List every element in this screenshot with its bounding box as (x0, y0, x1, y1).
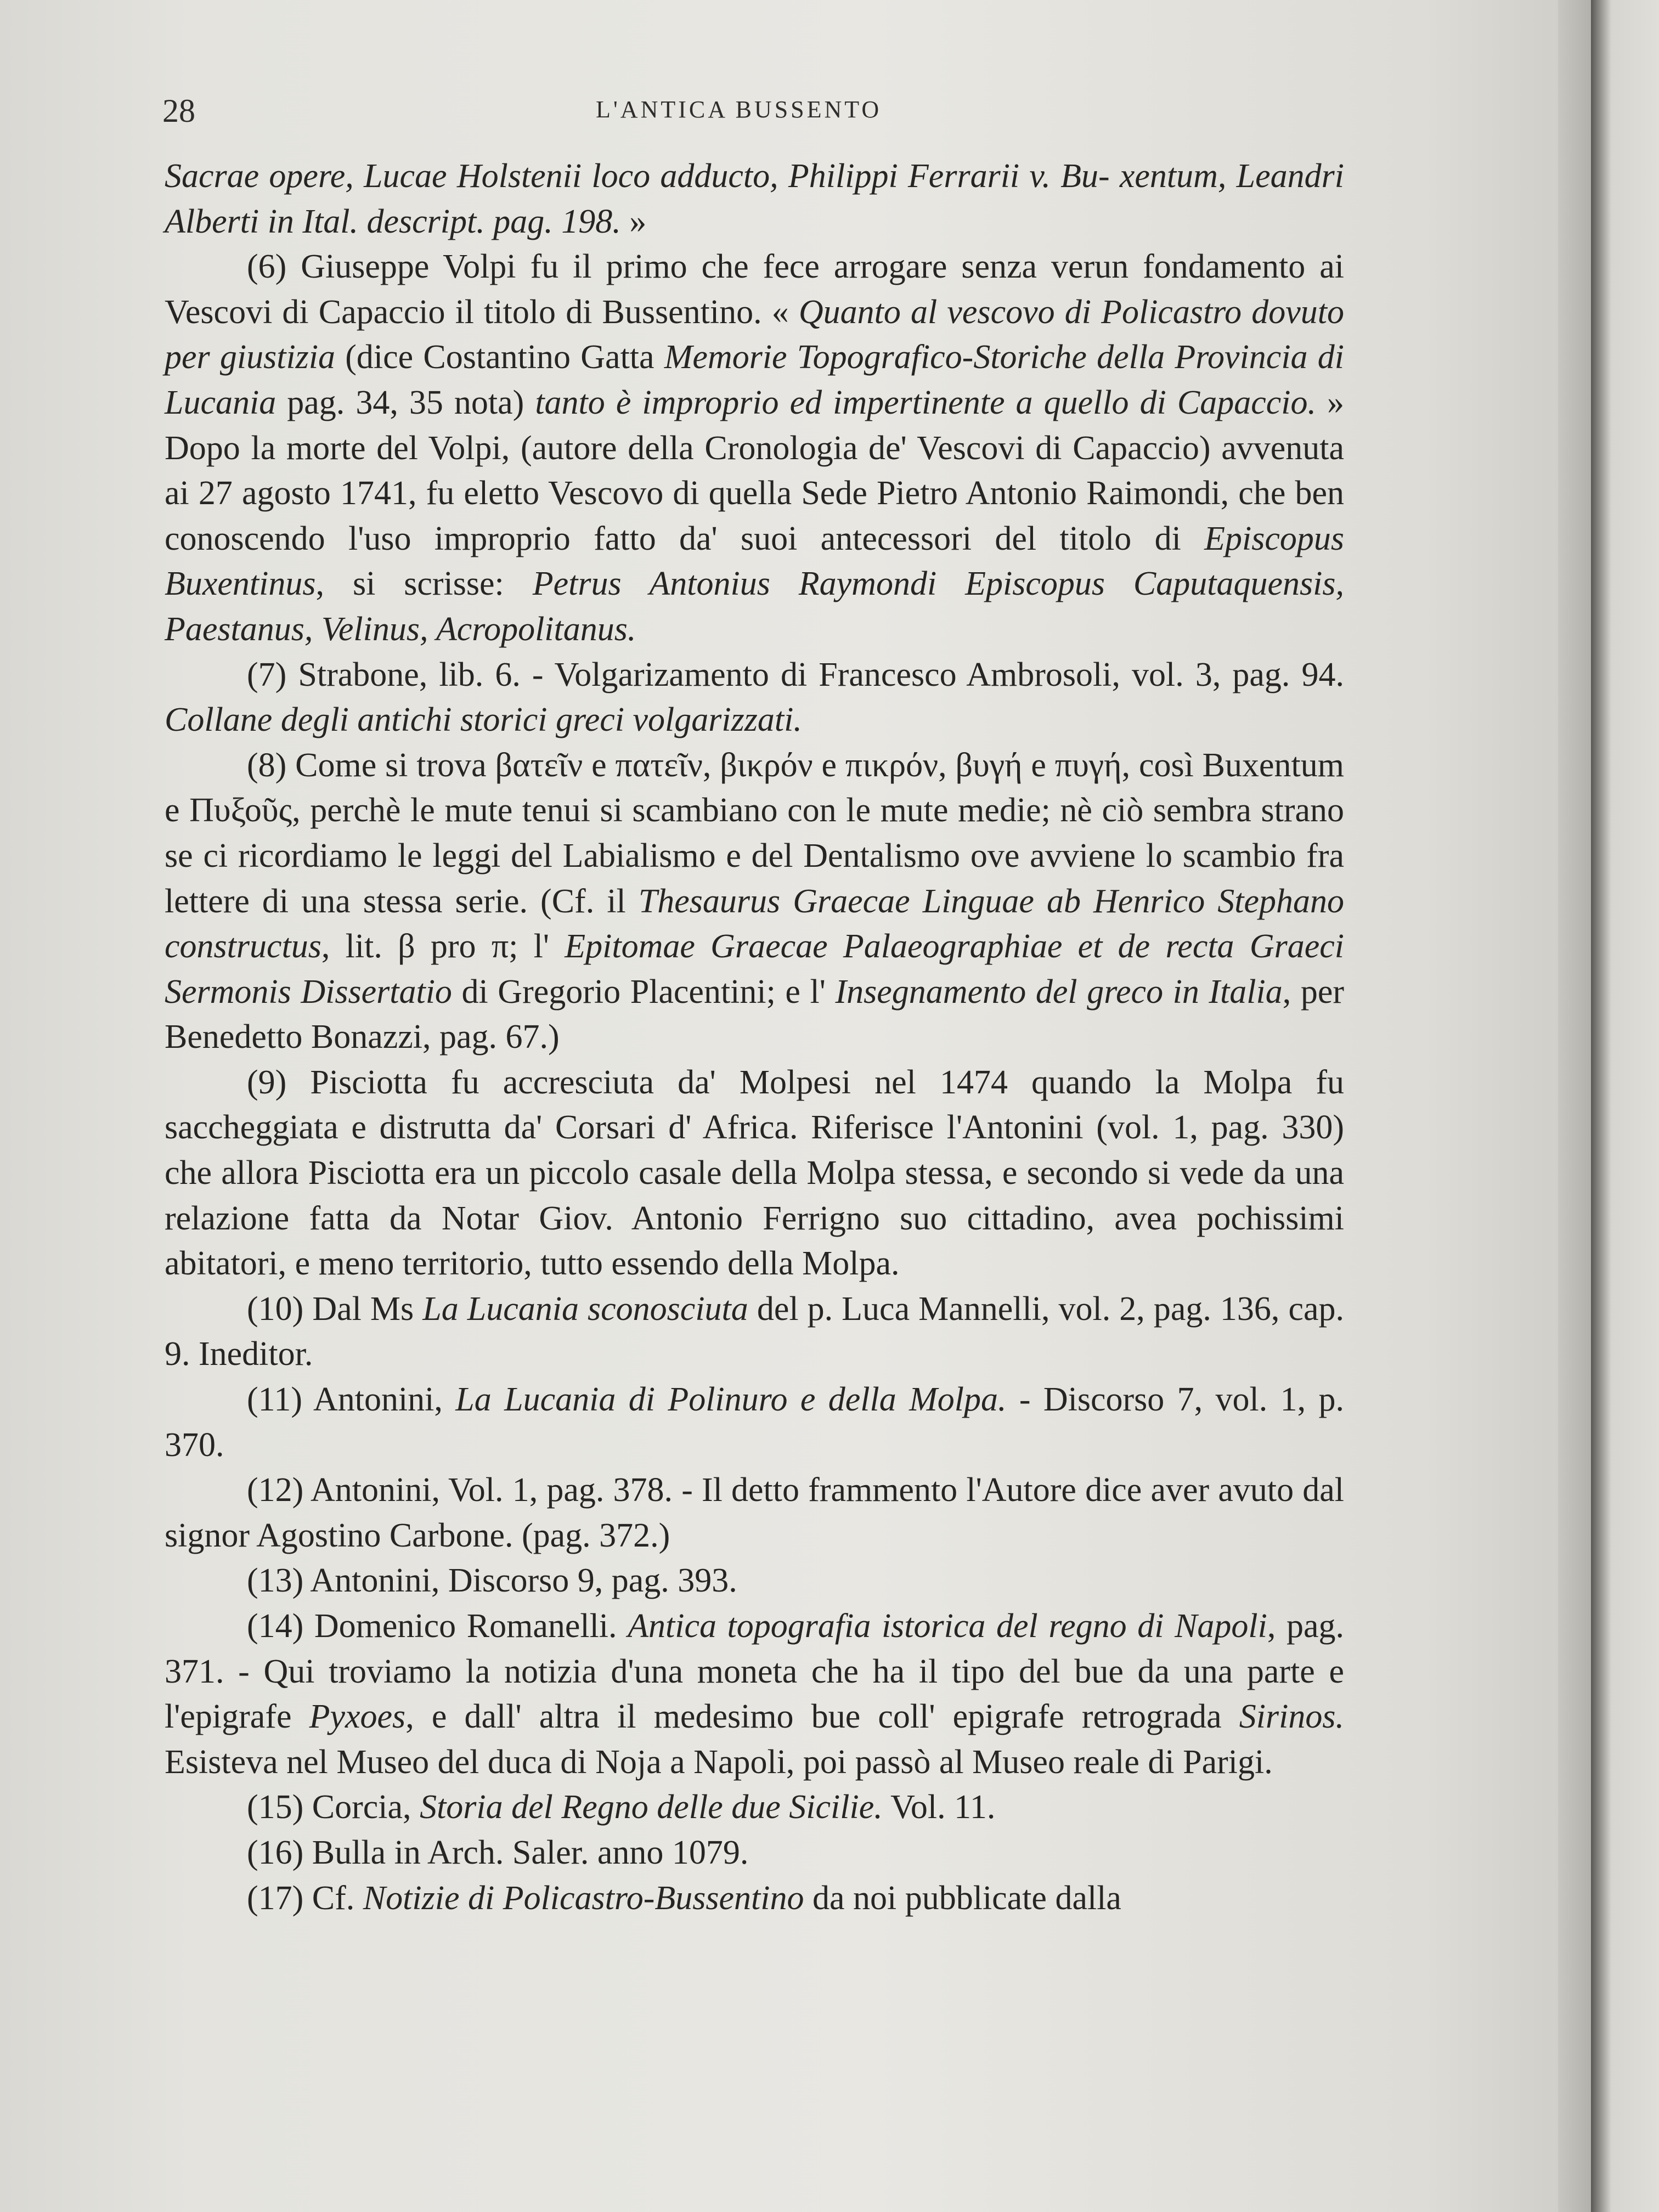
note-17 (165, 1876, 1344, 1921)
italic-title-text: Storia del Regno delle due Sicilie. (420, 1788, 883, 1826)
note-text: Vol. 11. (882, 1788, 996, 1826)
italic-title-text: Insegnamento del greco in Italia (835, 973, 1283, 1011)
note-text: (8) Come si trova βατεῖν e πατεῖν, βικρόν e πικρόν, βυγή e πυγή, così Buxentum e Πυξοῦς, perchè le mute tenui si scambiano con le mute medie; nè ciò sembra strano se ci ricordiamo le leggi del Labialismo e del Dentalismo ove avviene lo scambio fra lettere di una stessa serie. (Cf. il (165, 746, 1344, 920)
italic-title-text: xentum, Leandri Alberti in Ital. descript. pag. 198. (165, 157, 1345, 240)
italic-title-text: Pyxoes (309, 1698, 406, 1736)
italic-title-text: tanto è improprio ed impertinente a quello di Capaccio. (535, 383, 1316, 421)
note-text: (14) Domenico Romanelli. (247, 1607, 628, 1645)
note-6 (165, 244, 1344, 652)
note-8 (165, 743, 1344, 1060)
italic-title-text: La Lucania sconosciuta (422, 1290, 748, 1328)
italic-title-text: Epitomae Graecae Palaeographiae et de recta Graeci Sermonis Dissertatio (165, 928, 1344, 1011)
note-text: (15) Corcia, (247, 1788, 420, 1826)
page-edge (1558, 0, 1591, 2212)
italic-title-text: La Lucania di Polinuro e della Molpa. (455, 1381, 1007, 1419)
italic-title-text: Petrus Antonius Raymondi Episcopus Caputaquensis, Paestanus, Velinus, Acropolitanus. (165, 565, 1345, 648)
note-text: di Gregorio Placentini; e l' (452, 973, 836, 1011)
italic-title-text: Sirinos. (1239, 1698, 1344, 1736)
note-text: , lit. β pro π; l' (321, 928, 565, 966)
note-text: (7) Strabone, lib. 6. - Volgarizamento di Francesco Ambrosoli, vol. 3, pag. 94. (247, 656, 1344, 693)
italic-title-text: Antica topografia istorica del regno di Napoli (628, 1607, 1267, 1645)
italic-title-text: Thesaurus Graecae Linguae ab Henrico Stephano constructus (165, 882, 1344, 966)
footnotes-body (165, 154, 1344, 1921)
page-number: 28 (162, 93, 195, 129)
note-text: » Dopo la morte del Volpi, (autore della Cronologia de' Vescovi di Capaccio) avvenuta ai 27 agosto 1741, fu eletto Vescovo di quella Sede Pietro Antonio Raimondi, che ben conoscendo l'uso improprio fatto da' suoi antecessori del titolo di (165, 383, 1345, 557)
italic-title-text: Quanto al vescovo di Policastro dovuto per giustizia (165, 293, 1344, 376)
italic-title-text: Memorie Topografico-Storiche della Provincia di Lucania (165, 338, 1344, 421)
note-text: (11) Antonini, (247, 1381, 456, 1419)
note-10 (165, 1286, 1344, 1377)
note-text: , e dall' altra il medesimo bue coll' epigrafe retrograda (405, 1698, 1239, 1736)
note-text: , si scrisse: (315, 565, 533, 603)
note-text: (13) Antonini, Discorso 9, pag. 393. (247, 1562, 737, 1600)
note-text: (17) Cf. (247, 1879, 363, 1917)
italic-title-text: Collane degli antichi storici greci volgarizzati. (165, 701, 802, 739)
note-14 (165, 1604, 1344, 1785)
note-text: da noi pubblicate dalla (804, 1879, 1121, 1917)
note-15 (165, 1785, 1344, 1830)
note-text: Esisteva nel Museo del duca di Noja a Napoli, poi passò al Museo reale di Parigi. (165, 1743, 1273, 1781)
note-text: pag. 34, 35 nota) (276, 383, 535, 421)
italic-title-text: Notizie di Policastro-Bussentino (363, 1879, 804, 1917)
note-text: (16) Bulla in Arch. Saler. anno 1079. (247, 1833, 749, 1871)
note-text: , pag. 371. - Qui troviamo la notizia d'una moneta che ha il tipo del bue da una parte e l'epigrafe (165, 1607, 1344, 1736)
running-head: L'ANTICA BUSSENTO (596, 96, 882, 123)
note-text: (6) Giuseppe Volpi fu il primo che fece arrogare senza verun fondamento ai Vescovi di Capaccio il titolo di Bussentino. « (165, 248, 1344, 331)
note-12 (165, 1468, 1344, 1558)
note-text: » (620, 202, 647, 240)
italic-title-text: Sacrae opere, Lucae Holstenii loco adducto, Philippi Ferrarii v. Bu- (165, 157, 1110, 195)
note-text: del p. Luca Mannelli, vol. 2, pag. 136, cap. 9. Ineditor. (165, 1290, 1344, 1373)
italic-title-text: Episcopus Buxentinus (165, 520, 1344, 603)
note-text: (dice Costantino Gatta (335, 338, 664, 376)
note-13 (165, 1558, 1344, 1604)
note-text: , per Benedetto Bonazzi, pag. 67.) (165, 973, 1345, 1056)
note-7 (165, 652, 1344, 743)
note-16 (165, 1830, 1344, 1876)
note-text: (10) Dal Ms (247, 1290, 423, 1328)
note-11 (165, 1377, 1344, 1468)
note-text: (9) Pisciotta fu accresciuta da' Molpesi nel 1474 quando la Molpa fu saccheggiata e distrutta da' Corsari d' Africa. Riferisce l'Antonini (vol. 1, pag. 330) che allora Pisciotta era un piccolo casale della Molpa stessa, e secondo si vede da una relazione fatta da Notar Giov. Antonio Ferrigno suo cittadino, avea pochissimi abitatori, e meno territorio, tutto essendo della Molpa. (165, 1063, 1344, 1283)
note-text: - Discorso 7, vol. 1, p. 370. (165, 1381, 1344, 1464)
adjacent-page-edge (1591, 0, 1659, 2212)
note-text: (12) Antonini, Vol. 1, pag. 378. - Il detto frammento l'Autore dice aver avuto dal signor Agostino Carbone. (pag. 372.) (165, 1471, 1344, 1554)
page-header (162, 92, 1342, 131)
note-9 (165, 1060, 1344, 1286)
note-5-continuation (165, 154, 1344, 244)
